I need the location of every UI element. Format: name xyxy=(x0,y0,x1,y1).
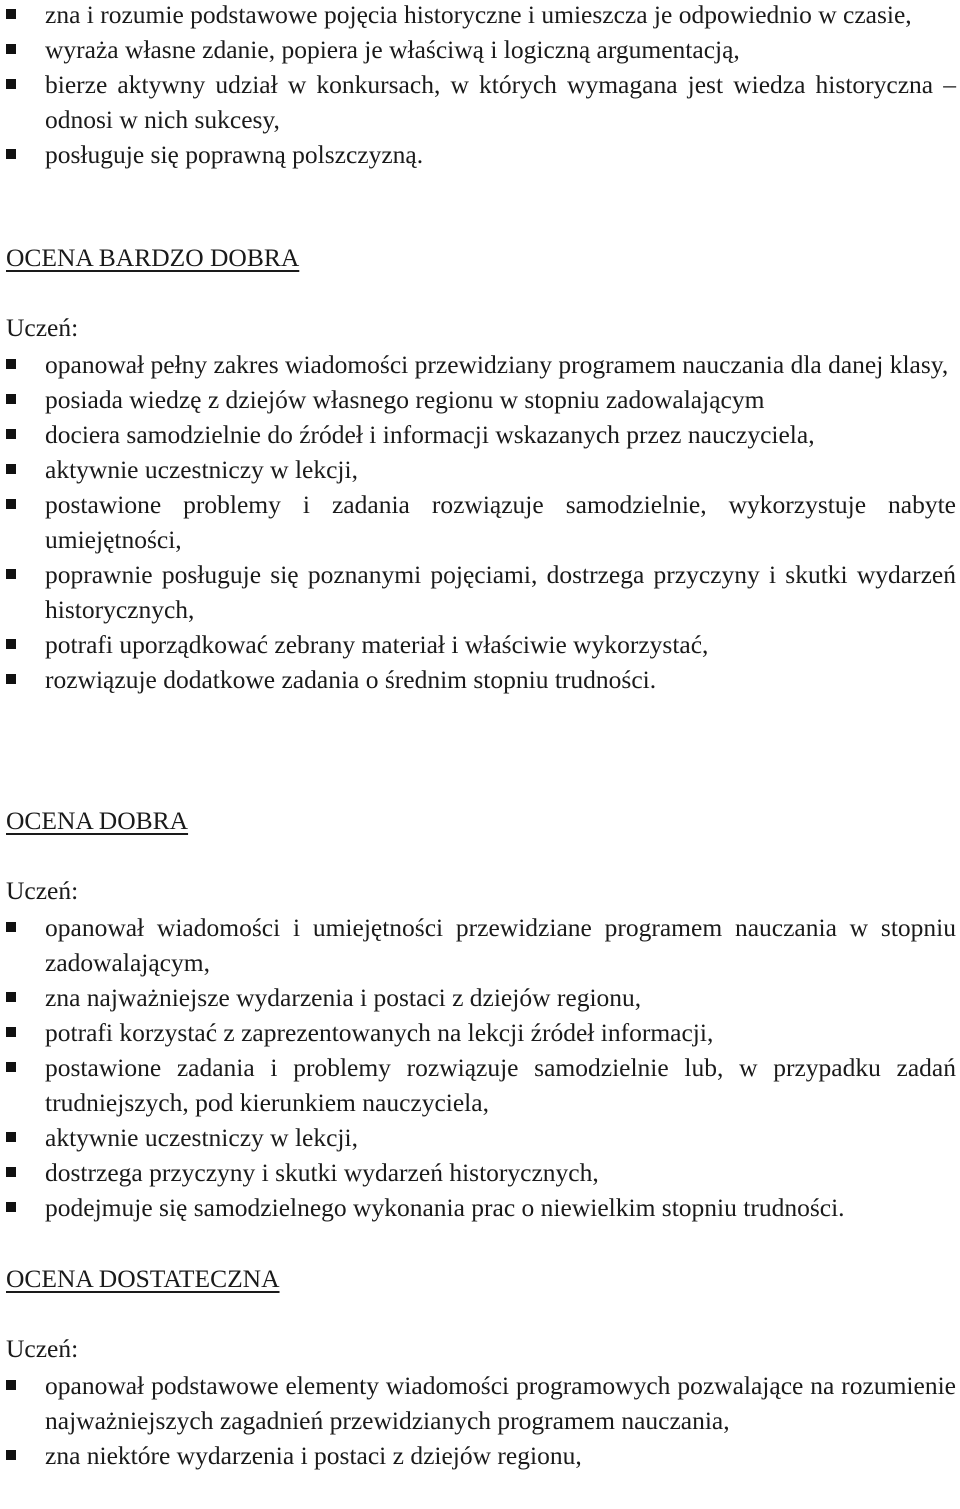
square-bullet-icon xyxy=(6,1202,16,1212)
list-item: rozwiązuje dodatkowe zadania o średnim stopniu trudności. xyxy=(0,662,960,697)
square-bullet-icon xyxy=(6,464,16,474)
list-item: zna najważniejsze wydarzenia i postaci z dziejów regionu, xyxy=(0,980,960,1015)
square-bullet-icon xyxy=(6,1380,16,1390)
criteria-list xyxy=(0,347,960,697)
square-bullet-icon xyxy=(6,992,16,1002)
square-bullet-icon xyxy=(6,79,16,89)
list-item: potrafi korzystać z zaprezentowanych na lekcji źródeł informacji, xyxy=(0,1015,960,1050)
list-item: zna niektóre wydarzenia i postaci z dziejów regionu, xyxy=(0,1438,960,1473)
list-item: aktywnie uczestniczy w lekcji, xyxy=(0,1120,960,1155)
list-item: opanował podstawowe elementy wiadomości programowych pozwalające na rozumienie najważniejszych zagadnień przewidzianych programem nauczania, xyxy=(0,1368,960,1438)
criteria-list xyxy=(0,910,960,1225)
list-item: postawione problemy i zadania rozwiązuje samodzielnie, wykorzystuje nabyte umiejętności, xyxy=(0,487,960,557)
section-heading: OCENA DOSTATECZNA xyxy=(6,1264,280,1293)
square-bullet-icon xyxy=(6,569,16,579)
list-item: aktywnie uczestniczy w lekcji, xyxy=(0,452,960,487)
list-item: potrafi uporządkować zebrany materiał i właściwie wykorzystać, xyxy=(0,627,960,662)
square-bullet-icon xyxy=(6,922,16,932)
square-bullet-icon xyxy=(6,394,16,404)
section-heading: OCENA BARDZO DOBRA xyxy=(6,243,300,272)
square-bullet-icon xyxy=(6,1062,16,1072)
criteria-list xyxy=(0,1368,960,1473)
square-bullet-icon xyxy=(6,429,16,439)
list-item: posiada wiedzę z dziejów własnego regionu w stopniu zadowalającym xyxy=(0,382,960,417)
student-label: Uczeń: xyxy=(6,1334,79,1363)
square-bullet-icon xyxy=(6,149,16,159)
square-bullet-icon xyxy=(6,9,16,19)
list-item: posługuje się poprawną polszczyzną. xyxy=(0,137,960,172)
square-bullet-icon xyxy=(6,499,16,509)
list-item: postawione zadania i problemy rozwiązuje samodzielnie lub, w przypadku zadań trudniejszych, pod kierunkiem nauczyciela, xyxy=(0,1050,960,1120)
student-label: Uczeń: xyxy=(6,876,79,905)
list-item: opanował pełny zakres wiadomości przewidziany programem nauczania dla danej klasy, xyxy=(0,347,960,382)
square-bullet-icon xyxy=(6,639,16,649)
square-bullet-icon xyxy=(6,674,16,684)
list-item: dociera samodzielnie do źródeł i informacji wskazanych przez nauczyciela, xyxy=(0,417,960,452)
square-bullet-icon xyxy=(6,1167,16,1177)
list-item: podejmuje się samodzielnego wykonania prac o niewielkim stopniu trudności. xyxy=(0,1190,960,1225)
square-bullet-icon xyxy=(6,359,16,369)
section-heading: OCENA DOBRA xyxy=(6,806,189,835)
square-bullet-icon xyxy=(6,1450,16,1460)
square-bullet-icon xyxy=(6,1132,16,1142)
list-item: dostrzega przyczyny i skutki wydarzeń historycznych, xyxy=(0,1155,960,1190)
student-label: Uczeń: xyxy=(6,313,79,342)
list-item: bierze aktywny udział w konkursach, w których wymagana jest wiedza historyczna – odnosi w nich sukcesy, xyxy=(0,67,960,137)
square-bullet-icon xyxy=(6,44,16,54)
list-item: opanował wiadomości i umiejętności przewidziane programem nauczania w stopniu zadowalającym, xyxy=(0,910,960,980)
list-item: zna i rozumie podstawowe pojęcia historyczne i umieszcza je odpowiednio w czasie, xyxy=(0,0,960,32)
list-item: wyraża własne zdanie, popiera je właściwą i logiczną argumentacją, xyxy=(0,32,960,67)
square-bullet-icon xyxy=(6,1027,16,1037)
intro-criteria-list xyxy=(0,0,960,172)
list-item: poprawnie posługuje się poznanymi pojęciami, dostrzega przyczyny i skutki wydarzeń historycznych, xyxy=(0,557,960,627)
